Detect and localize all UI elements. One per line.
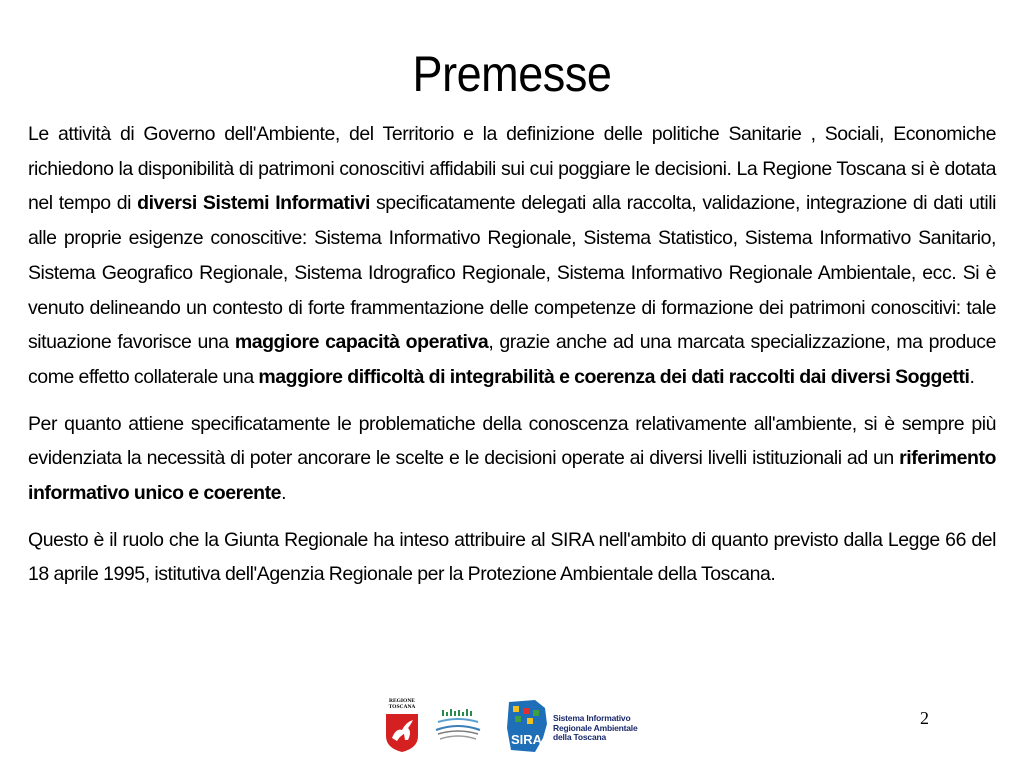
sira-caption [553, 714, 637, 743]
sira-caption-line-1: Sistema Informativo [553, 713, 631, 723]
sira-badge-text: SIRA [511, 732, 543, 747]
sira-caption-line-2: Regionale Ambientale [553, 722, 638, 733]
sira-logo [505, 698, 645, 754]
pegasus-shield-icon [380, 710, 424, 754]
regione-logo-label-2: TOSCANA [388, 704, 416, 710]
sira-map-icon [505, 698, 551, 754]
page-number: 2 [920, 708, 929, 728]
arpat-logo [434, 708, 482, 744]
paragraph-3: Questo è il ruolo che la Giunta Regionale ha inteso attribuire al SIRA nell'ambito di quanto previsto dalla Legge 66 del 18 aprile 1995, istitutiva dell'Agenzia Regionale per la Protezione Ambientale della Toscana. [28, 528, 996, 586]
paragraph-1: Le attività di Governo dell'Ambiente, del Territorio e la definizione delle politiche Sanitarie , Sociali, Economiche richiedono la disponibilità di patrimoni conoscitivi affidabili sui cui poggiare le decisioni. La Regione Toscana si è dotata nel tempo di diversi Sistemi Informativi specificatamente delegati alla raccolta, validazione, integrazione di dati utili alle proprie esigenze conoscitive: Sistema Informativo Regionale, Sistema Statistico, Sistema Informativo Sanitario, Sistema Geografico Regionale, Sistema Idrografico Regionale, Sistema Informativo Regionale Ambientale, ecc. Si è venuto delineando un contesto di forte frammentazione delle competenze di formazione dei patrimoni conoscitivi: tale situazione favorisce una maggiore capacità operativa, grazie anche ad una marcata specializzazione, ma produce come effetto collaterale una maggiore difficoltà di integrabilità e coerenza dei dati raccolti dai diversi Soggetti. [28, 123, 996, 388]
regione-toscana-logo [380, 698, 424, 754]
paragraph-2: Per quanto attiene specificatamente le problematiche della conoscenza relativamente all'ambiente, si è sempre più evidenziata la necessità di poter ancorare le scelte e le decisioni operate ai diversi livelli istituzionali ad un riferimento informativo unico e coerente. [28, 412, 996, 505]
sira-caption-line-3: della Toscana [553, 732, 606, 742]
wave-emblem-icon [434, 708, 482, 744]
slide-body [28, 117, 996, 604]
regione-logo-label-1: REGIONE [389, 698, 415, 704]
slide-title: Premesse [412, 46, 612, 102]
